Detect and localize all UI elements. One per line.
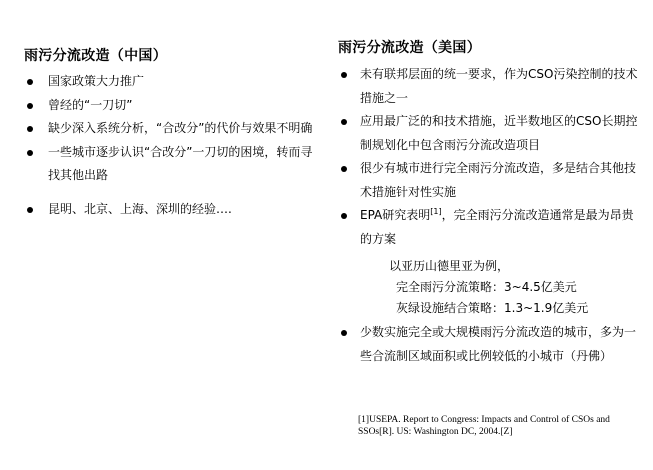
list-item bbox=[338, 204, 644, 251]
epa-text-after: ，完全雨污分流改造通常是最为昂贵的方案 bbox=[360, 208, 634, 246]
list-item-text: 未有联邦层面的统一要求，作为CSO污染控制的技术措施之一 bbox=[360, 67, 638, 105]
usa-heading: 雨污分流改造（美国） bbox=[338, 40, 481, 56]
bullet-icon bbox=[27, 103, 33, 109]
footnote: [1]USEPA. Report to Congress: Impacts and Control of CSOs and SSOs[R]. US: Washington DC, 2004.[Z] bbox=[358, 415, 610, 437]
list-item bbox=[24, 117, 314, 141]
list-item bbox=[24, 141, 314, 188]
bullet-icon bbox=[341, 213, 347, 219]
list-item-text: 应用最广泛的和技术措施，近半数地区的CSO长期控制规划化中包含雨污分流改造项目 bbox=[360, 114, 638, 152]
bullet-icon bbox=[341, 330, 347, 336]
bullet-icon bbox=[27, 126, 33, 132]
list-item bbox=[338, 157, 644, 204]
list-item-text: 一些城市逐步认识“合改分”一刀切的困境，转而寻找其他出路 bbox=[48, 144, 313, 182]
list-item-text: 国家政策大力推广 bbox=[48, 74, 145, 88]
list-item bbox=[338, 110, 644, 157]
china-heading: 雨污分流改造（中国） bbox=[24, 48, 167, 64]
bullet-icon bbox=[27, 207, 33, 213]
usa-list-continued bbox=[338, 321, 644, 368]
bullet-icon bbox=[341, 72, 347, 78]
list-item bbox=[24, 198, 314, 222]
footnote-reference: [1] bbox=[430, 207, 442, 216]
bullet-icon bbox=[27, 150, 33, 156]
list-item bbox=[24, 70, 314, 94]
usa-list bbox=[338, 63, 644, 251]
bullet-icon bbox=[27, 79, 33, 85]
list-item bbox=[338, 63, 644, 110]
list-item-text: 昆明、北京、上海、深圳的经验…. bbox=[48, 201, 232, 216]
china-list bbox=[24, 70, 314, 221]
example-line-grey-green: 灰绿设施结合策略：1.3~1.9亿美元 bbox=[396, 301, 589, 315]
list-item-text: 缺少深入系统分析，“合改分”的代价与效果不明确 bbox=[48, 121, 313, 135]
list-item bbox=[24, 94, 314, 118]
example-intro: 以亚历山德里亚为例， bbox=[389, 259, 510, 273]
list-item-text: 少数实施完全或大规模雨污分流改造的城市，多为一些合流制区域面积或比例较低的小城市（丹佛） bbox=[360, 325, 637, 363]
bullet-icon bbox=[341, 166, 347, 172]
list-item bbox=[338, 321, 644, 368]
example-line-separation: 完全雨污分流策略：3~4.5亿美元 bbox=[396, 280, 577, 294]
list-item-text: 很少有城市进行完全雨污分流改造，多是结合其他技术措施针对性实施 bbox=[360, 161, 637, 199]
bullet-icon bbox=[341, 119, 347, 125]
list-item-text: 曾经的“一刀切” bbox=[48, 97, 133, 112]
epa-text-before: EPA研究表明 bbox=[360, 208, 431, 222]
